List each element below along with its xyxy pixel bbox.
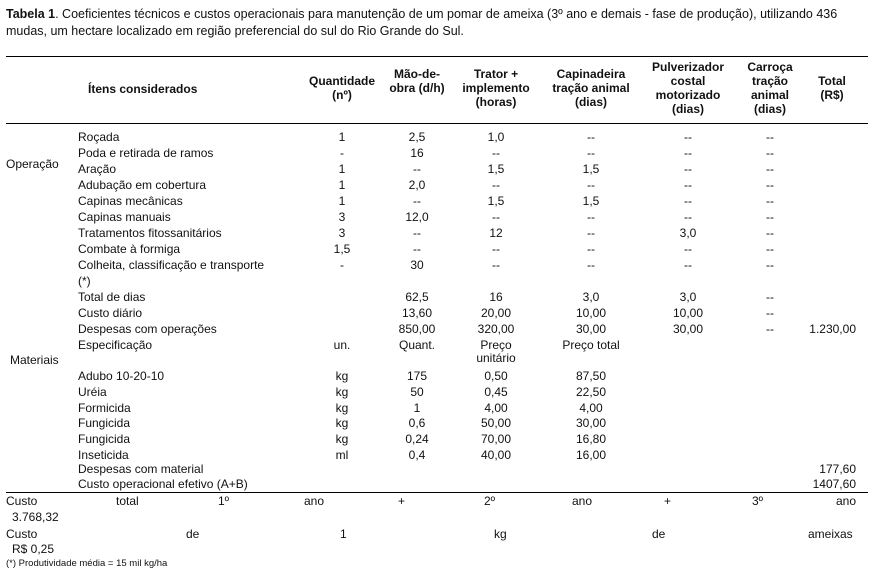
mat-row-3-item: Fungicida — [78, 416, 131, 430]
op-row-8-weeder: -- — [587, 258, 595, 272]
op-row-4-sprayer: -- — [684, 194, 692, 208]
op-row-0-tractor: 1,0 — [487, 130, 505, 144]
header-total: Total (R$) — [818, 74, 846, 102]
header-weeder: Capinadeira tração animal (dias) — [552, 67, 630, 109]
custo-kg-w5: de — [652, 527, 666, 541]
mat-row-4-item: Fungicida — [78, 432, 131, 446]
mat-header-qty: Quant. — [398, 338, 436, 352]
op-row-6-qty: 3 — [338, 226, 346, 240]
custo-total-w6: 2º — [484, 494, 496, 508]
op-row-1-item: Poda e retirada de ramos — [78, 146, 214, 160]
op-row-7-cart: -- — [766, 242, 774, 256]
custo-total-w7: ano — [572, 494, 593, 508]
mat-row-1-price: 0,45 — [484, 385, 508, 399]
op-row-5-tractor: -- — [492, 210, 500, 224]
op-row-6-cart: -- — [766, 226, 774, 240]
op-row-6-tractor: 12 — [489, 226, 503, 240]
mat-row-2-price: 4,00 — [484, 401, 508, 415]
op-row-7-tractor: -- — [492, 242, 500, 256]
mat-row-5-price: 40,00 — [480, 448, 512, 462]
op-row-1-weeder: -- — [587, 146, 595, 160]
mat-header-item: Especificação — [78, 338, 153, 352]
custo-kg-value: R$ 0,25 — [12, 542, 55, 556]
op-row-8-tractor: -- — [492, 258, 500, 272]
op-row-3-labor: 2,0 — [408, 178, 426, 192]
footnote: (*) Produtividade média = 15 mil kg/ha — [6, 558, 168, 569]
header-tractor: Trator + implemento (horas) — [462, 67, 530, 109]
summary-row-1-tractor: 20,00 — [480, 306, 512, 320]
op-row-1-cart: -- — [766, 146, 774, 160]
mat-row-4-qty: 0,24 — [405, 432, 429, 446]
mat-row-2-qty: 1 — [413, 401, 421, 415]
colheita-note: (*) — [78, 274, 91, 288]
mat-row-0-unit: kg — [335, 369, 349, 383]
custo-total-w4: ano — [304, 494, 325, 508]
op-row-8-qty: - — [340, 258, 344, 272]
op-row-0-labor: 2,5 — [408, 130, 426, 144]
mat-row-1-total: 22,50 — [575, 385, 607, 399]
op-row-1-labor: 16 — [410, 146, 424, 160]
mat-row-0-qty: 175 — [406, 369, 428, 383]
summary-row-0-weeder: 3,0 — [582, 290, 600, 304]
header-sprayer: Pulverizador costal motorizado (dias) — [651, 60, 725, 116]
mat-row-2-item: Formicida — [78, 401, 131, 415]
custo-total-w5: + — [398, 494, 406, 508]
custo-kg-w4: kg — [494, 527, 507, 541]
summary-row-1-weeder: 10,00 — [575, 306, 607, 320]
op-row-2-labor: -- — [413, 162, 421, 176]
custo-kg-w6: ameixas — [808, 527, 853, 541]
op-row-3-cart: -- — [766, 178, 774, 192]
op-row-7-qty: 1,5 — [333, 242, 351, 256]
header-rule — [6, 123, 868, 124]
custo-total-w8: + — [664, 494, 672, 508]
op-row-4-weeder: 1,5 — [582, 194, 600, 208]
custo-total-w1: Custo — [6, 494, 38, 508]
summary-row-2-cart: -- — [766, 322, 774, 336]
op-row-8-sprayer: -- — [684, 258, 692, 272]
op-row-2-sprayer: -- — [684, 162, 692, 176]
group-operacao: Operação — [6, 157, 59, 171]
op-row-2-qty: 1 — [338, 162, 346, 176]
caption-text: . Coeficientes técnicos e custos operacionais para manutenção de um pomar de ameixa (3º ano e demais - fase de produção), utilizando 436 mudas, um hectare localizado em região preferencial do sul do Rio Grande do Sul. — [6, 7, 838, 38]
table-caption — [6, 6, 868, 40]
mat-row-0-total: 87,50 — [575, 369, 607, 383]
mat-row-5-unit: ml — [335, 448, 349, 462]
summary-row-2-sprayer: 30,00 — [672, 322, 704, 336]
op-row-6-weeder: -- — [587, 226, 595, 240]
custo-total-value: 3.768,32 — [12, 510, 59, 524]
body-rule — [6, 492, 868, 493]
header-qty: Quantidade (nº) — [308, 74, 375, 102]
summary-row-0-tractor: 16 — [489, 290, 503, 304]
summary-row-1-sprayer: 10,00 — [672, 306, 704, 320]
summary-row-2-total: 1.230,00 — [809, 322, 856, 336]
op-row-1-tractor: -- — [492, 146, 500, 160]
mat-total-value: 177,60 — [819, 462, 856, 476]
op-row-4-item: Capinas mecânicas — [78, 194, 183, 208]
mat-row-4-total: 16,80 — [575, 432, 607, 446]
custo-kg-w3: 1 — [340, 527, 347, 541]
group-materiais: Materiais — [10, 353, 59, 367]
op-row-7-item: Combate à formiga — [78, 242, 181, 256]
op-row-4-qty: 1 — [338, 194, 346, 208]
summary-row-0-cart: -- — [766, 290, 774, 304]
mat-row-3-qty: 0,6 — [408, 416, 426, 430]
op-row-8-labor: 30 — [410, 258, 424, 272]
mat-row-3-unit: kg — [335, 416, 349, 430]
summary-row-0-item: Total de dias — [78, 290, 146, 304]
summary-row-0-sprayer: 3,0 — [679, 290, 697, 304]
op-row-3-item: Adubação em cobertura — [78, 178, 207, 192]
summary-row-2-item: Despesas com operações — [78, 322, 217, 336]
mat-row-4-price: 70,00 — [480, 432, 512, 446]
summary-row-2-tractor: 320,00 — [477, 322, 515, 336]
mat-row-0-item: Adubo 10-20-10 — [78, 369, 165, 383]
mat-row-3-price: 50,00 — [480, 416, 512, 430]
mat-header-price-2: unitário — [476, 351, 516, 365]
op-row-7-sprayer: -- — [684, 242, 692, 256]
mat-row-0-price: 0,50 — [484, 369, 508, 383]
op-row-3-tractor: -- — [492, 178, 500, 192]
op-row-2-cart: -- — [766, 162, 774, 176]
op-row-5-weeder: -- — [587, 210, 595, 224]
op-row-3-weeder: -- — [587, 178, 595, 192]
mat-row-5-item: Inseticida — [78, 448, 129, 462]
op-row-6-labor: -- — [413, 226, 421, 240]
op-row-6-sprayer: 3,0 — [679, 226, 697, 240]
op-cost-label: Custo operacional efetivo (A+B) — [78, 477, 248, 491]
op-row-5-labor: 12,0 — [405, 210, 429, 224]
op-row-7-labor: -- — [413, 242, 421, 256]
op-row-0-weeder: -- — [587, 130, 595, 144]
op-row-0-cart: -- — [766, 130, 774, 144]
summary-row-1-item: Custo diário — [78, 306, 143, 320]
op-row-6-item: Tratamentos fitossanitários — [78, 226, 222, 240]
op-row-2-tractor: 1,5 — [487, 162, 505, 176]
custo-kg-w1: Custo — [6, 527, 38, 541]
mat-row-1-item: Uréia — [78, 385, 107, 399]
summary-row-2-labor: 850,00 — [398, 322, 436, 336]
op-row-8-cart: -- — [766, 258, 774, 272]
op-row-7-weeder: -- — [587, 242, 595, 256]
op-row-0-sprayer: -- — [684, 130, 692, 144]
op-row-2-item: Aração — [78, 162, 117, 176]
mat-row-5-qty: 0,4 — [408, 448, 426, 462]
op-row-0-item: Roçada — [78, 130, 120, 144]
top-rule — [6, 56, 868, 57]
mat-row-1-qty: 50 — [410, 385, 424, 399]
custo-total-w10: ano — [836, 494, 857, 508]
op-row-4-cart: -- — [766, 194, 774, 208]
op-row-2-weeder: 1,5 — [582, 162, 600, 176]
header-item: Ítens considerados — [88, 82, 198, 96]
header-cart: Carroça tração animal (dias) — [747, 60, 793, 116]
mat-row-1-unit: kg — [335, 385, 349, 399]
op-row-4-tractor: 1,5 — [487, 194, 505, 208]
custo-kg-w2: de — [186, 527, 200, 541]
mat-header-total: Preço total — [562, 338, 620, 352]
op-row-5-sprayer: -- — [684, 210, 692, 224]
mat-header-price: Preço — [480, 338, 512, 352]
summary-row-2-weeder: 30,00 — [575, 322, 607, 336]
op-row-8-item: Colheita, classificação e transporte — [78, 258, 265, 272]
op-row-5-cart: -- — [766, 210, 774, 224]
op-row-3-sprayer: -- — [684, 178, 692, 192]
summary-row-1-cart: -- — [766, 306, 774, 320]
mat-row-4-unit: kg — [335, 432, 349, 446]
mat-row-3-total: 30,00 — [575, 416, 607, 430]
custo-total-w3: 1º — [218, 494, 230, 508]
op-row-1-sprayer: -- — [684, 146, 692, 160]
custo-total-w9: 3º — [752, 494, 764, 508]
op-cost-value: 1407,60 — [812, 477, 856, 491]
op-row-1-qty: - — [340, 146, 344, 160]
header-labor: Mão-de-obra (d/h) — [389, 67, 445, 95]
mat-row-2-total: 4,00 — [579, 401, 603, 415]
op-row-0-qty: 1 — [338, 130, 346, 144]
mat-row-5-total: 16,00 — [575, 448, 607, 462]
op-row-4-labor: -- — [413, 194, 421, 208]
summary-row-1-labor: 13,60 — [401, 306, 433, 320]
mat-header-unit: un. — [333, 338, 351, 352]
summary-row-0-labor: 62,5 — [405, 290, 429, 304]
op-row-3-qty: 1 — [338, 178, 346, 192]
op-row-5-qty: 3 — [338, 210, 346, 224]
caption-label: Tabela 1 — [6, 7, 56, 21]
op-row-5-item: Capinas manuais — [78, 210, 171, 224]
mat-total-label: Despesas com material — [78, 462, 204, 476]
custo-total-w2: total — [116, 494, 139, 508]
mat-row-2-unit: kg — [335, 401, 349, 415]
